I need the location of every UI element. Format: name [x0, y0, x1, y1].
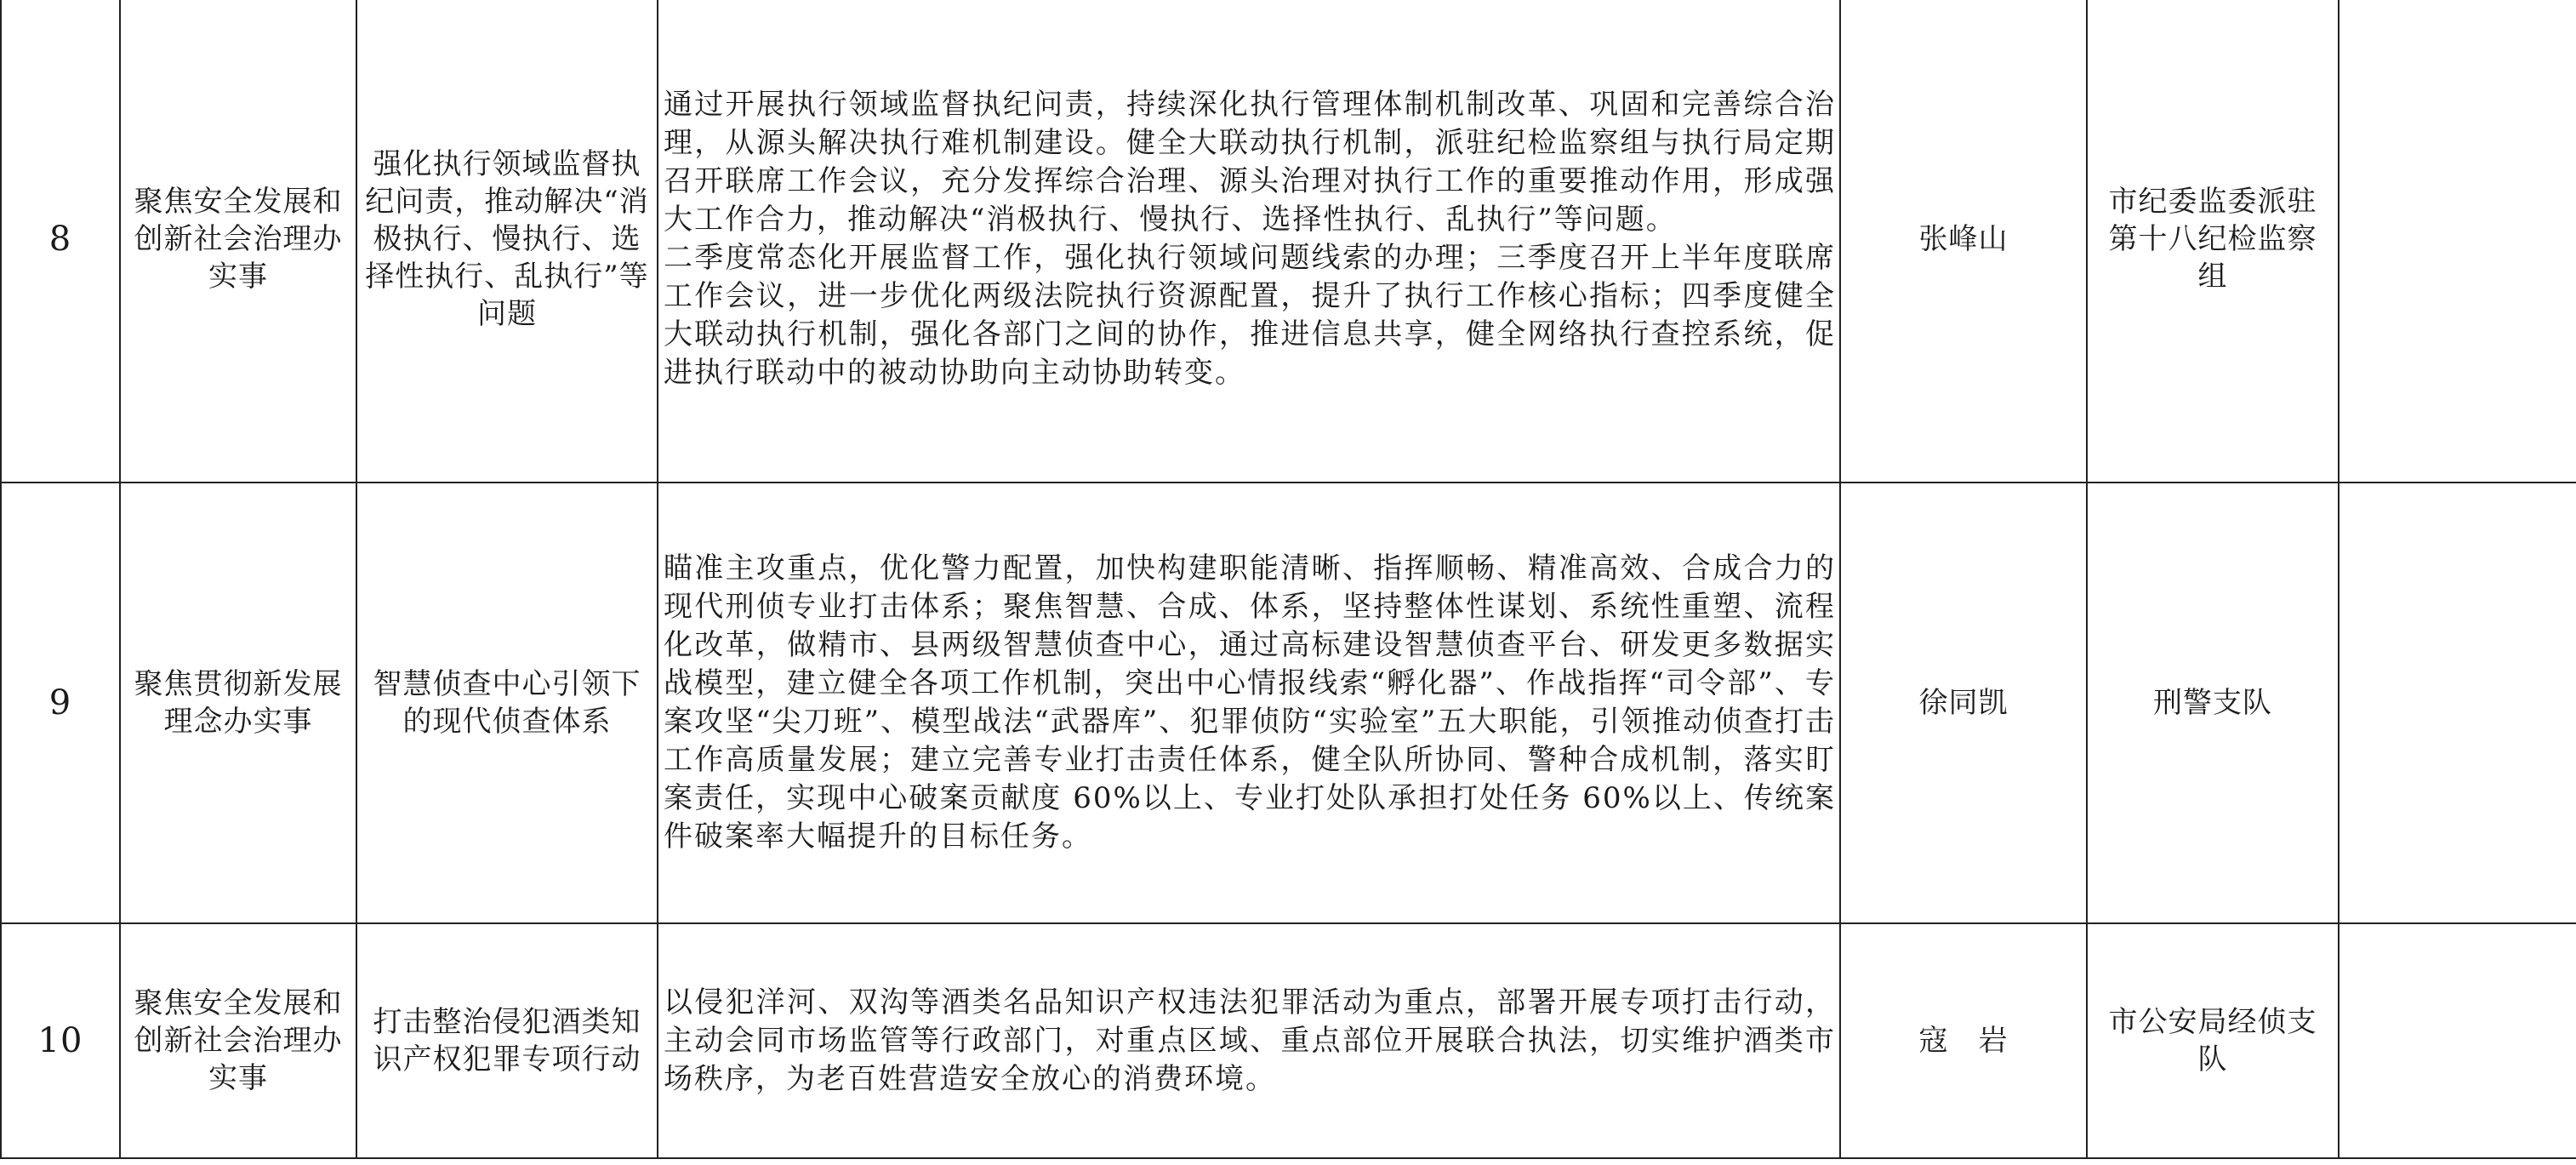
content-paragraph: 二季度常态化开展监督工作，强化执行领域问题线索的办理；三季度召开上半年度联席工作会议，进一步优化两级法院执行资源配置，提升了执行工作核心指标；四季度健全大联动执行机制，强化各部门之间的协作，推进信息共享，健全网络执行查控系统，促进执行联动中的被动协助向主动协助转变。	[664, 241, 1836, 390]
focus-field: 聚焦安全发展和创新社会治理办实事	[120, 0, 356, 483]
project-name: 智慧侦查中心引领下的现代侦查体系	[356, 483, 658, 923]
work-content	[658, 483, 1840, 923]
item-number: 10	[1, 923, 120, 1158]
content-paragraph: 通过开展执行领域监督执纪问责，持续深化执行管理体制机制改革、巩固和完善综合治理，从源头解决执行难机制建设。健全大联动执行机制，派驻纪检监察组与执行局定期召开联席工作会议，充分发挥综合治理、源头治理对执行工作的重要推动作用，形成强大工作合力，推动解决“消极执行、慢执行、选择性执行、乱执行”等问题。	[664, 88, 1836, 237]
focus-field: 聚焦安全发展和创新社会治理办实事	[120, 923, 356, 1158]
table-row	[1, 0, 2576, 483]
responsible-leader: 寇 岩	[1840, 923, 2087, 1158]
remarks-cell	[2339, 0, 2576, 483]
focus-field: 聚焦贯彻新发展理念办实事	[120, 483, 356, 923]
content-paragraph: 以侵犯洋河、双沟等酒类名品知识产权违法犯罪活动为重点，部署开展专项打击行动，主动会同市场监管等行政部门，对重点区域、重点部位开展联合执法，切实维护酒类市场秩序，为老百姓营造安全放心的消费环境。	[664, 985, 1836, 1096]
content-paragraph: 瞄准主攻重点，优化警力配置，加快构建职能清晰、指挥顺畅、精准高效、合成合力的现代刑侦专业打击体系；聚焦智慧、合成、体系，坚持整体性谋划、系统性重塑、流程化改革，做精市、县两级智慧侦查中心，通过高标建设智慧侦查平台、研发更多数据实战模型，建立健全各项工作机制，突出中心情报线索“孵化器”、作战指挥“司令部”、专案攻坚“尖刀班”、模型战法“武器库”、犯罪侦防“实验室”五大职能，引领推动侦查打击工作高质量发展；建立完善专业打击责任体系，健全队所协同、警种合成机制，落实盯案责任，实现中心破案贡献度 60%以上、专业打处队承担打处任务 60%以上、传统案件破案率大幅提升的目标任务。	[664, 551, 1836, 854]
responsible-leader: 张峰山	[1840, 0, 2087, 483]
item-number: 9	[1, 483, 120, 923]
remarks-cell	[2339, 923, 2576, 1158]
work-content	[658, 0, 1840, 483]
table-row	[1, 923, 2576, 1158]
remarks-cell	[2339, 483, 2576, 923]
responsible-unit: 刑警支队	[2087, 483, 2339, 923]
project-name: 打击整治侵犯酒类知识产权犯罪专项行动	[356, 923, 658, 1158]
item-number: 8	[1, 0, 120, 483]
responsible-unit: 市纪委监委派驻第十八纪检监察组	[2087, 0, 2339, 483]
project-name: 强化执行领域监督执纪问责，推动解决“消极执行、慢执行、选择性执行、乱执行”等问题	[356, 0, 658, 483]
work-content	[658, 923, 1840, 1158]
responsible-unit: 市公安局经侦支队	[2087, 923, 2339, 1158]
responsible-leader: 徐同凯	[1840, 483, 2087, 923]
table-row	[1, 483, 2576, 923]
